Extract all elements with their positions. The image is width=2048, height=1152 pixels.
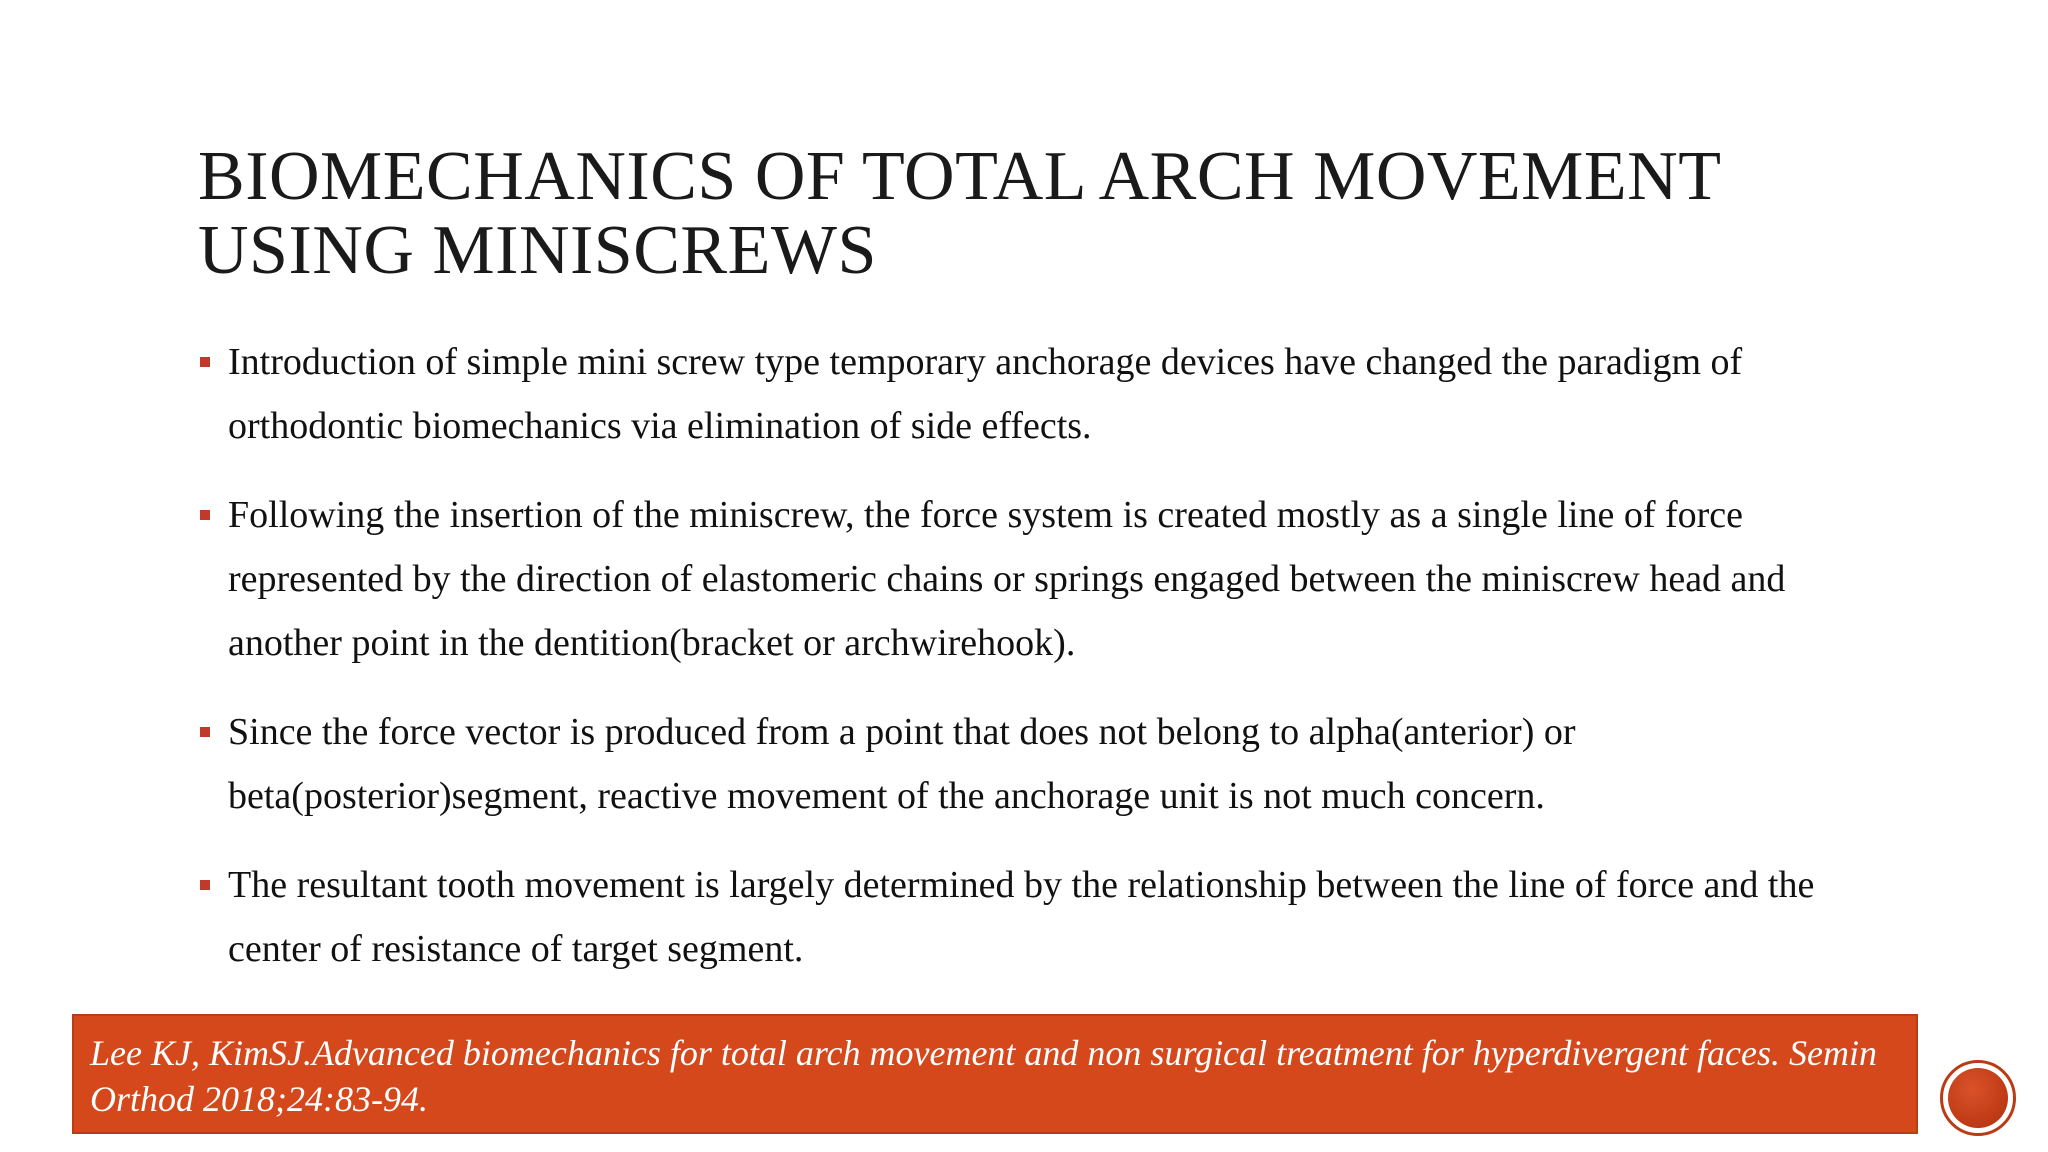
bullet-item [198,700,1878,828]
bullet-text: The resultant tooth movement is largely determined by the relationship between the line of force and the center of resistance of target segment. [228,864,1815,970]
square-bullet-icon [200,727,210,737]
square-bullet-icon [200,357,210,367]
square-bullet-icon [200,510,210,520]
bullet-text: Since the force vector is produced from a point that does not belong to alpha(anterior) or beta(posterior)segment, reactive movement of the anchorage unit is not much concern. [228,711,1576,817]
slide-title [198,140,1898,288]
bullet-text: Following the insertion of the miniscrew, the force system is created mostly as a single line of force represented by the direction of elastomeric chains or springs engaged between the miniscrew head and another point in the dentition(bracket or archwirehook). [228,494,1786,664]
circle-button-inner [1948,1068,2008,1128]
bullet-item [198,330,1878,458]
bullet-item [198,483,1878,675]
circle-button-icon[interactable] [1940,1060,2016,1136]
square-bullet-icon [200,880,210,890]
bullet-list [198,330,1878,1006]
title-line-2: USING MINISCREWS [198,212,877,289]
citation-box: Lee KJ, KimSJ.Advanced biomechanics for total arch movement and non surgical treatment for hyperdivergent faces. Semin Orthod 2018;24:83-94. [72,1014,1918,1134]
title-line-1: BIOMECHANICS OF TOTAL ARCH MOVEMENT [198,138,1722,215]
bullet-item [198,853,1878,981]
bullet-text: Introduction of simple mini screw type temporary anchorage devices have changed the paradigm of orthodontic biomechanics via elimination of side effects. [228,341,1743,447]
